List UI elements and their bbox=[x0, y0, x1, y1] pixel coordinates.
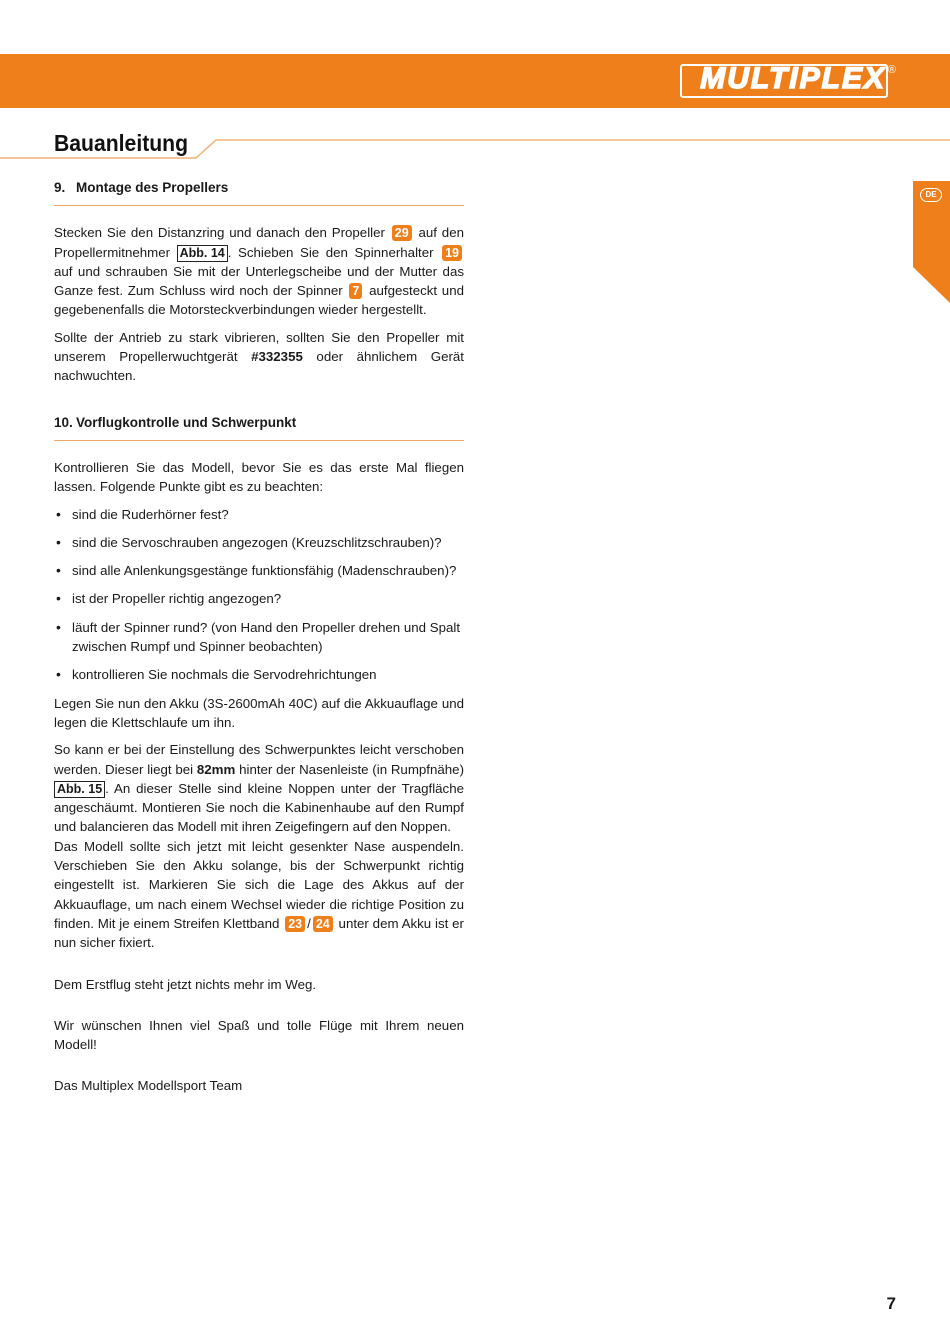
paragraph: Sollte der Antrieb zu stark vibrieren, sollten Sie den Propeller mit unserem Propellerwuchtgerät #332355 oder ähnlichem Gerät nachwuchten. bbox=[54, 329, 464, 384]
paragraph: Dem Erstflug steht jetzt nichts mehr im Weg. bbox=[54, 976, 317, 992]
section-number: 10. bbox=[54, 414, 73, 430]
part-number-badge: 29 bbox=[392, 225, 412, 241]
list-item: • sind die Ruderhörner fest? bbox=[54, 505, 464, 524]
section-number: 9. bbox=[54, 180, 66, 195]
section-heading-10 bbox=[54, 411, 464, 441]
section-title: Montage des Propellers bbox=[76, 180, 229, 195]
paragraph: Kontrollieren Sie das Modell, bevor Sie es das erste Mal fliegen lassen. Folgende Punkte gibt es zu beachten: bbox=[54, 459, 464, 495]
cg-distance: 82mm bbox=[196, 761, 236, 777]
page-title: Bauanleitung bbox=[54, 130, 189, 156]
list-item: • sind die Servoschrauben angezogen (Kreuzschlitzschrauben)? bbox=[54, 533, 464, 552]
section-title: Vorflugkontrolle und Schwerpunkt bbox=[76, 414, 297, 430]
figure-reference: Abb. 14 bbox=[177, 245, 228, 262]
paragraph: Legen Sie nun den Akku (3S-2600mAh 40C) auf die Akkuauflage und legen die Klettschlaufe um ihn. bbox=[54, 695, 464, 730]
list-item: • kontrollieren Sie nochmals die Servodrehrichtungen bbox=[54, 665, 464, 684]
paragraph: Wir wünschen Ihnen viel Spaß und tolle Flüge mit Ihrem neuen Modell! bbox=[54, 1017, 464, 1053]
main-content bbox=[54, 176, 464, 1104]
figure-reference: Abb. 15 bbox=[54, 781, 105, 798]
part-number-badge: 7 bbox=[349, 283, 362, 299]
registered-mark: ® bbox=[887, 64, 896, 76]
part-number-badge: 24 bbox=[313, 916, 333, 932]
checklist bbox=[54, 505, 464, 685]
multiplex-logo: MULTIPLEX bbox=[700, 62, 886, 95]
list-item: • ist der Propeller richtig angezogen? bbox=[54, 589, 464, 608]
paragraph: Stecken Sie den Distanzring und danach den Propeller 29 auf den Propellermitnehmer Abb. 14 . Schieben Sie den Spinnerhalter 19 auf und schrauben Sie mit der Unterlegscheibe und der Mutter das Ganze fest. Zum Schluss wird noch der Spinner 7 aufgesteckt und gegebenenfalls die Motorsteckverbindungen wieder hergestellt. bbox=[54, 225, 464, 318]
part-number-badge: 19 bbox=[442, 245, 462, 261]
paragraph: So kann er bei der Einstellung des Schwerpunktes leicht verschoben werden. Dieser liegt bei 82mm hinter der Nasenleiste (in Rumpfnähe) Abb. 15 . An dieser Stelle sind kleine Noppen unter der Tragfläche angeschäumt. Montieren Sie noch die Kabinenhaube auf den Rumpf und balancieren das Modell mit ihren Zeigefingern auf den Noppen. Das Modell sollte sich jetzt mit leicht gesenkter Nase auspendeln. Verschieben Sie den Akku solange, bis der Schwerpunkt richtig eingestellt ist. Markieren Sie sich die Lage des Akkus auf der Akkuauflage, um nach einem Wechsel wieder die richtige Position zu finden. Mit je einem Streifen Klettband 23 / 24 unter dem Akku ist er nun sicher fixiert. bbox=[54, 742, 465, 951]
signature: Das Multiplex Modellsport Team bbox=[54, 1078, 243, 1094]
language-badge: DE bbox=[920, 188, 942, 202]
section-heading-9 bbox=[54, 176, 464, 206]
part-number-badge: 23 bbox=[285, 916, 305, 932]
article-number: #332355 bbox=[251, 349, 303, 365]
list-item: • läuft der Spinner rund? (von Hand den Propeller drehen und Spalt zwischen Rumpf und Spinner beobachten) bbox=[54, 618, 464, 657]
list-item: • sind alle Anlenkungsgestänge funktionsfähig (Madenschrauben)? bbox=[54, 561, 464, 580]
page-number: 7 bbox=[886, 1294, 896, 1313]
